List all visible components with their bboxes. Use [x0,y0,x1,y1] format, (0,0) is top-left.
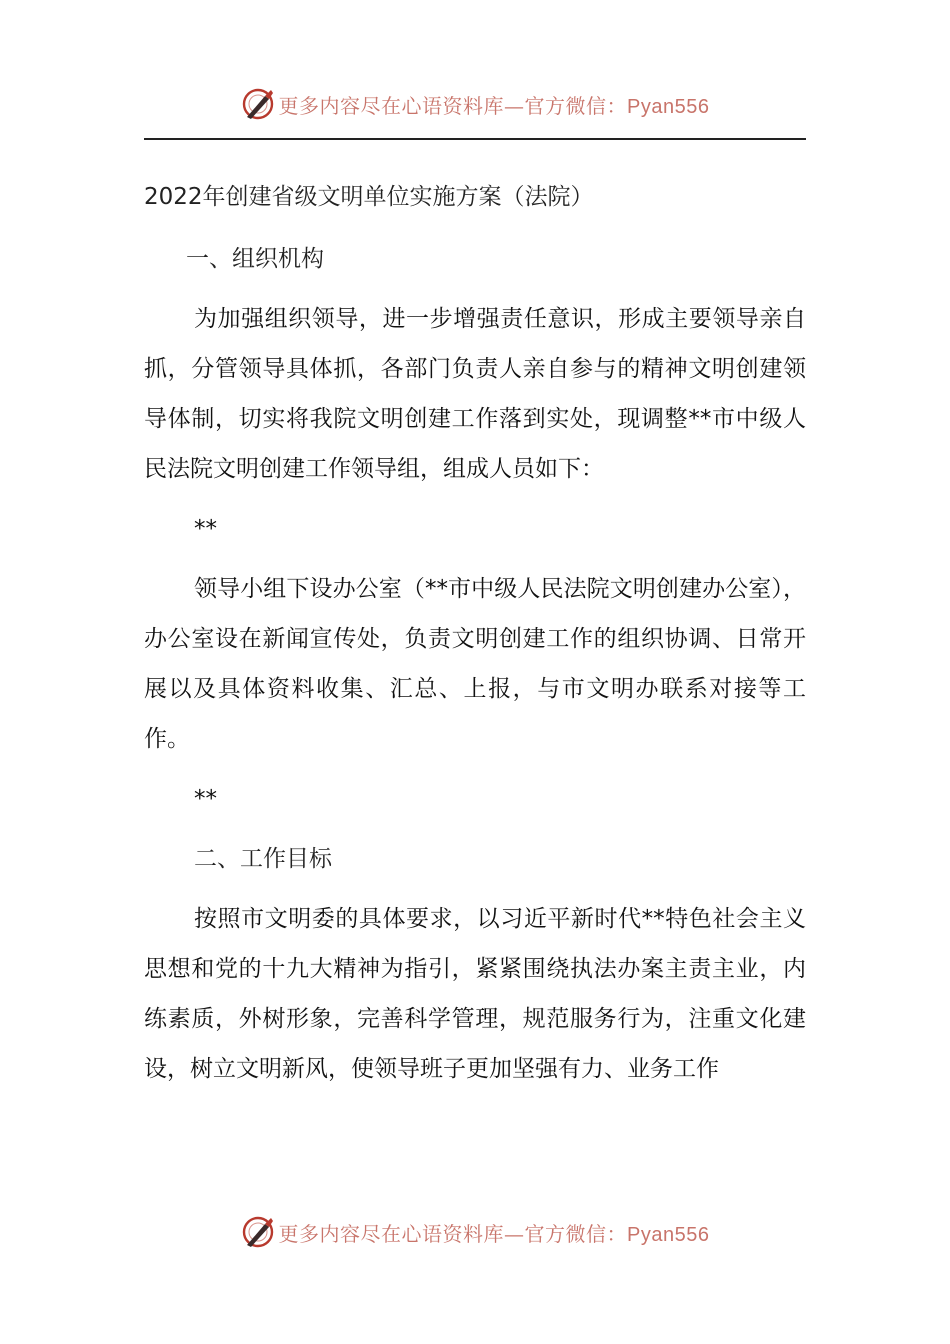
document-body [144,172,806,1104]
placeholder-text: ** [194,786,217,812]
footer-banner-label: 更多内容尽在心语资料库—官方微信： [278,1221,628,1246]
header-banner-label: 更多内容尽在心语资料库—官方微信： [278,93,628,118]
paragraph-office: 领导小组下设办公室（**市中级人民法院文明创建办公室），办公室设在新闻宣传处，负责文明创建工作的组织协调、日常开展以及具体资料收集、汇总、上报，与市文明办联系对接等工作。 [144,576,806,752]
document-title: 2022年创建省级文明单位实施方案（法院） [144,184,594,210]
paragraph-goals: 按照市文明委的具体要求，以习近平新时代**特色社会主义思想和党的十九大精神为指引，紧紧围绕执法办案主责主业，内练素质，外树形象，完善科学管理，规范服务行为，注重文化建设，树立文明新风，使领导班子更加坚强有力、业务工作 [144,906,806,1082]
section-heading-goals: 二、工作目标 [194,846,332,872]
header-wechat-id: Pyan556 [627,95,710,118]
pen-logo-icon [241,87,275,121]
header-banner [0,84,950,124]
header-banner-text [279,90,710,119]
placeholder-text: ** [194,516,217,542]
footer-banner-text [279,1218,710,1247]
paragraph-leadership: 为加强组织领导，进一步增强责任意识，形成主要领导亲自抓，分管领导具体抓，各部门负责人亲自参与的精神文明创建领导体制，切实将我院文明创建工作落到实处，现调整**市中级人民法院文明创建工作领导组，组成人员如下： [144,306,806,482]
pen-logo-icon [241,1215,275,1249]
footer-wechat-id: Pyan556 [627,1223,710,1246]
header-divider [144,138,806,140]
section-heading-organization: 一、组织机构 [186,246,324,272]
footer-banner [0,1212,950,1252]
